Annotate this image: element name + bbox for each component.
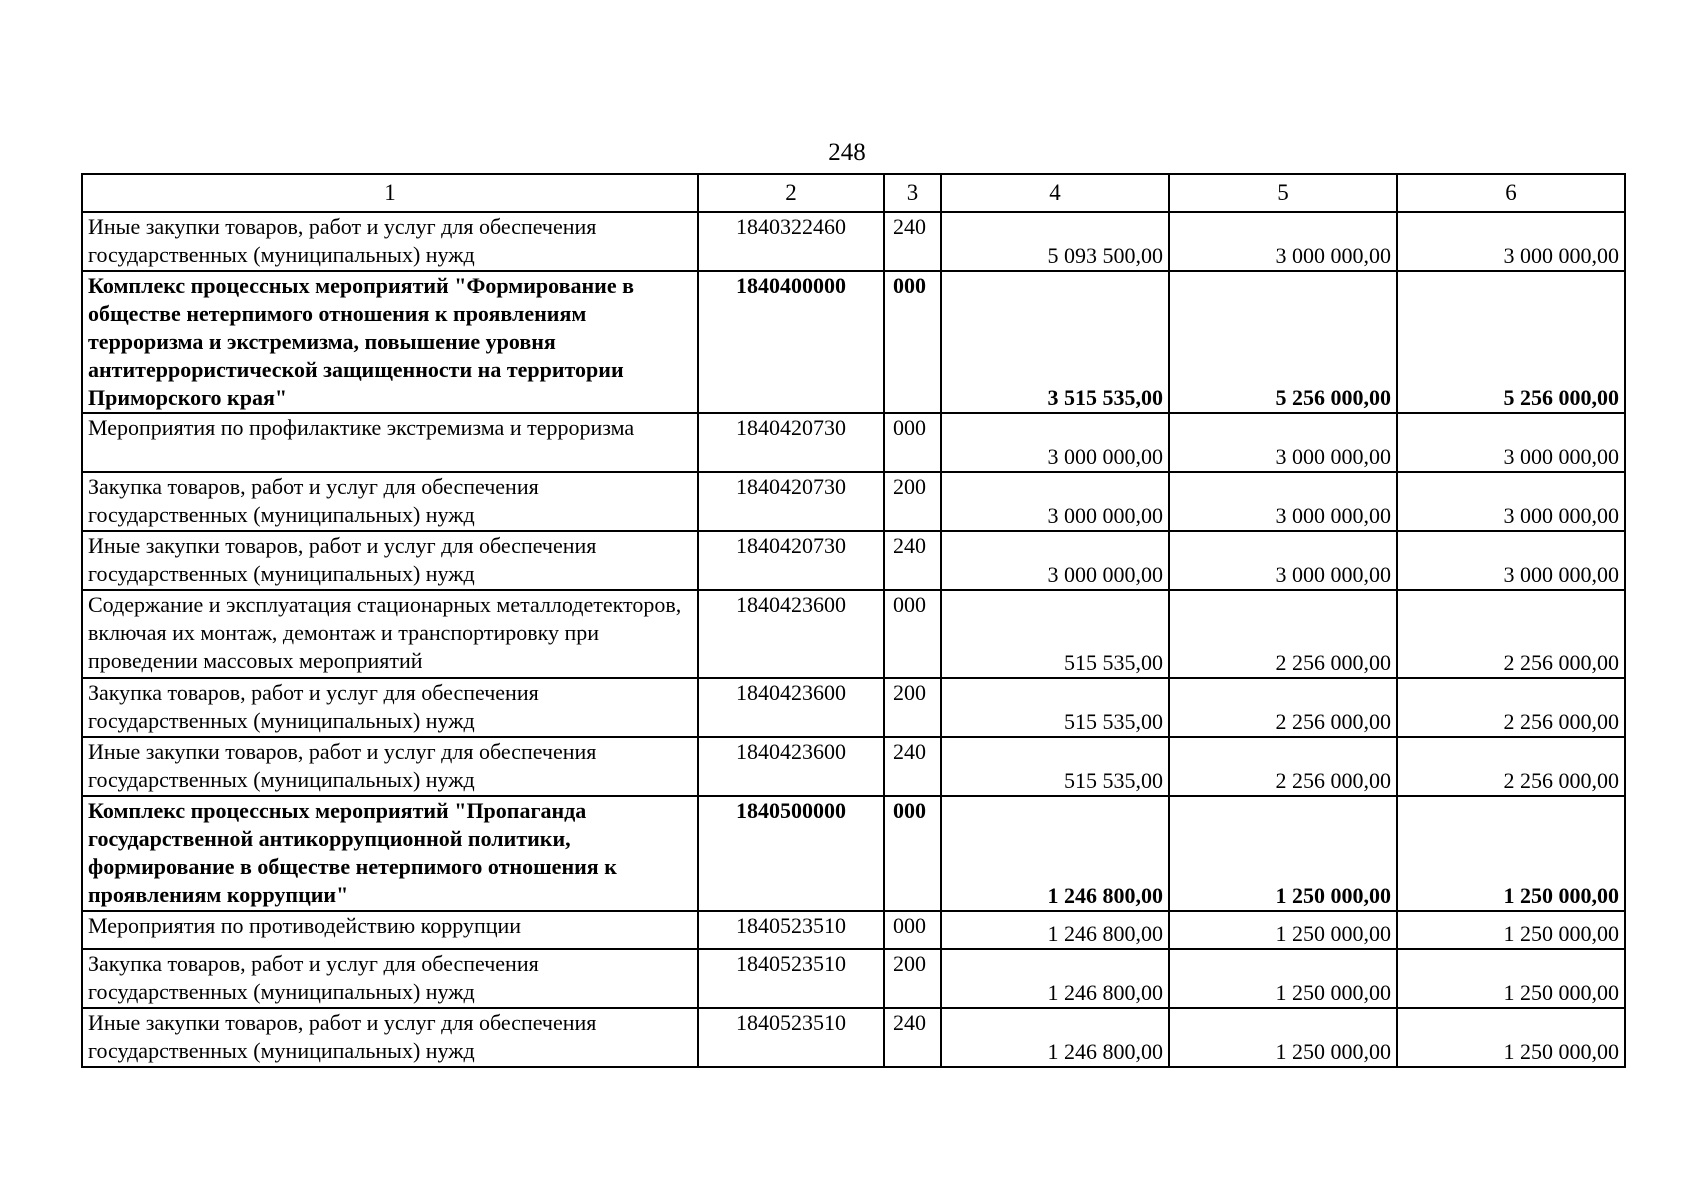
row-name-cell: Иные закупки товаров, работ и услуг для обеспечения государственных (муниципальных) нужд [82,531,698,590]
row-value-col5: 1 250 000,00 [1169,911,1397,949]
row-value-col6: 1 250 000,00 [1397,911,1625,949]
row-value-col4: 1 246 800,00 [941,796,1169,911]
row-value-col4: 1 246 800,00 [941,949,1169,1008]
row-kvr-cell: 240 [884,737,941,796]
row-value-col5: 3 000 000,00 [1169,413,1397,472]
row-name-cell: Комплекс процессных мероприятий "Формирование в обществе нетерпимого отношения к проявлениям терроризма и экстремизма, повышение уровня антитеррористической защищенности на территории Приморского края" [82,271,698,413]
row-kvr-cell: 200 [884,678,941,737]
row-code-cell: 1840423600 [698,678,884,737]
table-row [82,949,1625,1008]
row-name-cell: Иные закупки товаров, работ и услуг для обеспечения государственных (муниципальных) нужд [82,1008,698,1067]
row-name-cell: Мероприятия по противодействию коррупции [82,911,698,949]
row-value-col5: 2 256 000,00 [1169,590,1397,678]
row-value-col5: 5 256 000,00 [1169,271,1397,413]
header-col-3: 3 [884,174,941,212]
budget-table [81,173,1626,1068]
table-row [82,472,1625,531]
row-name-cell: Закупка товаров, работ и услуг для обеспечения государственных (муниципальных) нужд [82,949,698,1008]
row-value-col4: 3 000 000,00 [941,531,1169,590]
row-value-col4: 3 515 535,00 [941,271,1169,413]
row-value-col4: 1 246 800,00 [941,911,1169,949]
table-row [82,796,1625,911]
page-number: 248 [828,139,866,166]
row-value-col6: 5 256 000,00 [1397,271,1625,413]
header-col-2: 2 [698,174,884,212]
row-name-cell: Комплекс процессных мероприятий "Пропаганда государственной антикоррупционной политики, формирование в обществе нетерпимого отношения к проявлениям коррупции" [82,796,698,911]
row-code-cell: 1840420730 [698,472,884,531]
table-row [82,678,1625,737]
row-kvr-cell: 000 [884,413,941,472]
row-value-col5: 1 250 000,00 [1169,796,1397,911]
row-kvr-cell: 000 [884,590,941,678]
row-value-col6: 3 000 000,00 [1397,413,1625,472]
row-value-col4: 515 535,00 [941,590,1169,678]
row-code-cell: 1840420730 [698,413,884,472]
row-value-col6: 1 250 000,00 [1397,1008,1625,1067]
row-kvr-cell: 200 [884,949,941,1008]
row-name-cell: Иные закупки товаров, работ и услуг для обеспечения государственных (муниципальных) нужд [82,212,698,271]
row-value-col6: 2 256 000,00 [1397,590,1625,678]
row-code-cell: 1840523510 [698,1008,884,1067]
row-code-cell: 1840423600 [698,590,884,678]
header-row [82,174,1625,212]
table-body [82,212,1625,1067]
table-row [82,212,1625,271]
row-value-col4: 5 093 500,00 [941,212,1169,271]
row-value-col5: 1 250 000,00 [1169,949,1397,1008]
row-value-col5: 2 256 000,00 [1169,678,1397,737]
row-code-cell: 1840523510 [698,949,884,1008]
row-value-col4: 3 000 000,00 [941,472,1169,531]
table-row [82,271,1625,413]
row-name-cell: Закупка товаров, работ и услуг для обеспечения государственных (муниципальных) нужд [82,678,698,737]
row-value-col6: 2 256 000,00 [1397,678,1625,737]
row-value-col5: 2 256 000,00 [1169,737,1397,796]
row-kvr-cell: 240 [884,212,941,271]
row-value-col6: 3 000 000,00 [1397,531,1625,590]
row-code-cell: 1840500000 [698,796,884,911]
row-value-col5: 3 000 000,00 [1169,212,1397,271]
table-row [82,737,1625,796]
table-row [82,1008,1625,1067]
row-value-col5: 3 000 000,00 [1169,531,1397,590]
table-row [82,911,1625,949]
row-code-cell: 1840400000 [698,271,884,413]
row-value-col4: 515 535,00 [941,678,1169,737]
row-value-col5: 1 250 000,00 [1169,1008,1397,1067]
row-code-cell: 1840420730 [698,531,884,590]
header-col-6: 6 [1397,174,1625,212]
row-value-col4: 1 246 800,00 [941,1008,1169,1067]
row-value-col6: 1 250 000,00 [1397,796,1625,911]
row-kvr-cell: 000 [884,271,941,413]
row-kvr-cell: 240 [884,531,941,590]
row-name-cell: Мероприятия по профилактике экстремизма и терроризма [82,413,698,472]
row-code-cell: 1840423600 [698,737,884,796]
row-value-col5: 3 000 000,00 [1169,472,1397,531]
row-kvr-cell: 000 [884,911,941,949]
table-row [82,413,1625,472]
row-kvr-cell: 200 [884,472,941,531]
row-kvr-cell: 240 [884,1008,941,1067]
row-value-col4: 3 000 000,00 [941,413,1169,472]
row-value-col6: 1 250 000,00 [1397,949,1625,1008]
row-name-cell: Содержание и эксплуатация стационарных металлодетекторов, включая их монтаж, демонтаж и транспортировку при проведении массовых мероприятий [82,590,698,678]
row-kvr-cell: 000 [884,796,941,911]
row-value-col6: 3 000 000,00 [1397,472,1625,531]
row-value-col4: 515 535,00 [941,737,1169,796]
header-col-1: 1 [82,174,698,212]
row-name-cell: Иные закупки товаров, работ и услуг для обеспечения государственных (муниципальных) нужд [82,737,698,796]
table-row [82,590,1625,678]
header-col-5: 5 [1169,174,1397,212]
header-col-4: 4 [941,174,1169,212]
table-row [82,531,1625,590]
row-code-cell: 1840523510 [698,911,884,949]
row-code-cell: 1840322460 [698,212,884,271]
row-value-col6: 3 000 000,00 [1397,212,1625,271]
row-value-col6: 2 256 000,00 [1397,737,1625,796]
row-name-cell: Закупка товаров, работ и услуг для обеспечения государственных (муниципальных) нужд [82,472,698,531]
